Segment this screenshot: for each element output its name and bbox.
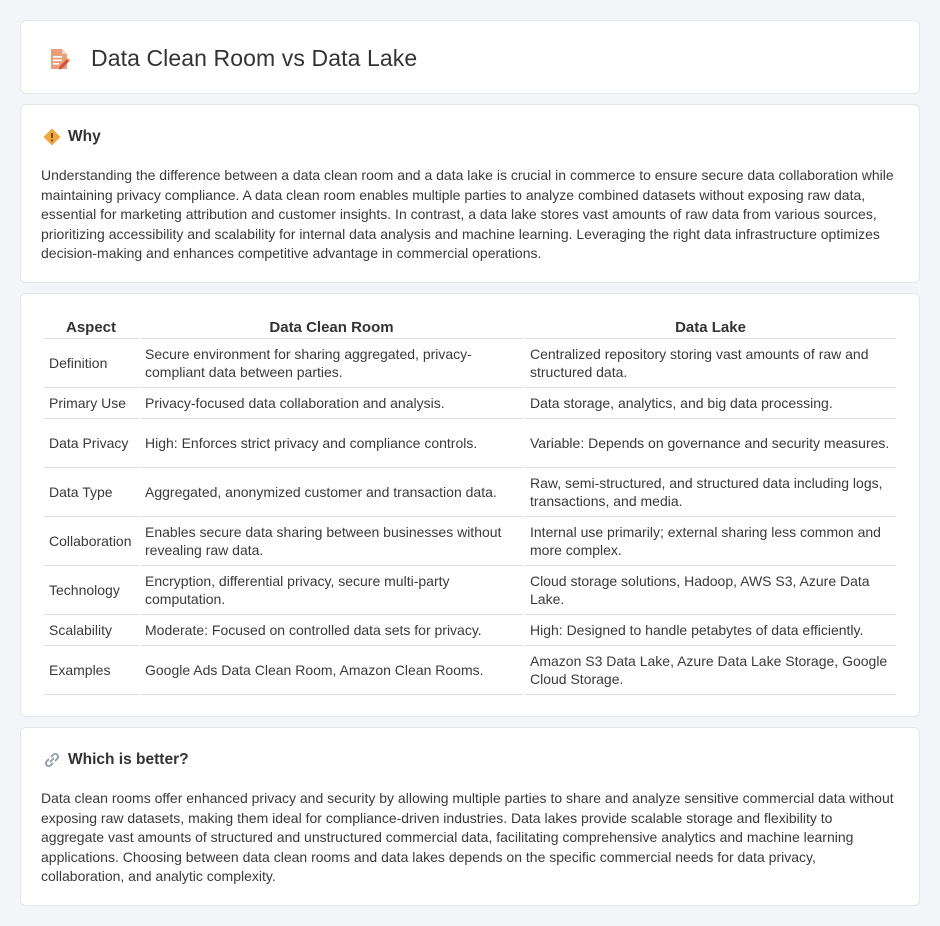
data-lake-cell: Amazon S3 Data Lake, Azure Data Lake Storage, Google Cloud Storage. <box>525 646 896 695</box>
table-row <box>44 388 896 419</box>
aspect-cell: Scalability <box>44 615 138 646</box>
clean-room-cell: Secure environment for sharing aggregated, privacy-compliant data between parties. <box>140 339 523 388</box>
data-lake-cell: Raw, semi-structured, and structured data including logs, transactions, and media. <box>525 468 896 517</box>
data-lake-cell: Centralized repository storing vast amounts of raw and structured data. <box>525 339 896 388</box>
header-data-clean-room: Data Clean Room <box>140 317 523 339</box>
aspect-cell: Technology <box>44 566 138 615</box>
data-lake-cell: High: Designed to handle petabytes of data efficiently. <box>525 615 896 646</box>
table-row <box>44 339 896 388</box>
clean-room-cell: Encryption, differential privacy, secure multi-party computation. <box>140 566 523 615</box>
table-row <box>44 468 896 517</box>
table-row <box>44 615 896 646</box>
header-card <box>20 20 920 94</box>
clean-room-cell: Aggregated, anonymized customer and transaction data. <box>140 468 523 517</box>
which-is-better-title: Which is better? <box>68 751 189 768</box>
why-text: Understanding the difference between a data clean room and a data lake is crucial in commerce to ensure secure data collaboration while maintaining privacy compliance. A data clean room enables multiple parties to analyze combined datasets without exposing raw data, essential for marketing attribution and customer insights. In contrast, a data lake stores vast amounts of raw data from various sources, prioritizing accessibility and scalability for internal data analysis and machine learning. Leveraging the right data infrastructure optimizes decision-making and enhances competitive advantage in commercial operations. <box>41 167 894 261</box>
why-title: Why <box>68 128 101 145</box>
which-is-better-text: Data clean rooms offer enhanced privacy and security by allowing multiple parties to share and analyze sensitive commercial data without exposing raw datasets, making them ideal for compliance-driven industries. Data lakes provide scalable storage and flexibility to aggregate vast amounts of structured and unstructured commercial data, facilitating comprehensive analytics and machine learning applications. Choosing between data clean rooms and data lakes depends on the specific commercial needs for data privacy, collaboration, and analytic complexity. <box>41 790 894 884</box>
aspect-cell: Collaboration <box>44 517 138 566</box>
clean-room-cell: Enables secure data sharing between businesses without revealing raw data. <box>140 517 523 566</box>
link-icon <box>43 751 61 769</box>
clean-room-cell: Google Ads Data Clean Room, Amazon Clean Rooms. <box>140 646 523 695</box>
aspect-cell: Data Privacy <box>44 419 138 468</box>
diamond-sign-icon <box>43 128 61 146</box>
aspect-cell: Primary Use <box>44 388 138 419</box>
aspect-cell: Examples <box>44 646 138 695</box>
document-pencil-icon <box>47 47 71 71</box>
page-title: Data Clean Room vs Data Lake <box>91 45 418 71</box>
data-lake-cell: Data storage, analytics, and big data processing. <box>525 388 896 419</box>
data-lake-cell: Internal use primarily; external sharing less common and more complex. <box>525 517 896 566</box>
table-row <box>44 419 896 468</box>
table-row <box>44 566 896 615</box>
why-section <box>20 104 920 283</box>
aspect-cell: Definition <box>44 339 138 388</box>
data-lake-cell: Variable: Depends on governance and security measures. <box>525 419 896 468</box>
data-lake-cell: Cloud storage solutions, Hadoop, AWS S3, Azure Data Lake. <box>525 566 896 615</box>
header-aspect: Aspect <box>44 317 138 339</box>
table-header-row <box>44 317 896 339</box>
table-row <box>44 517 896 566</box>
clean-room-cell: Moderate: Focused on controlled data sets for privacy. <box>140 615 523 646</box>
which-is-better-section <box>20 727 920 906</box>
aspect-cell: Data Type <box>44 468 138 517</box>
header-data-lake: Data Lake <box>525 317 896 339</box>
clean-room-cell: Privacy-focused data collaboration and analysis. <box>140 388 523 419</box>
comparison-card <box>20 293 920 717</box>
clean-room-cell: High: Enforces strict privacy and compliance controls. <box>140 419 523 468</box>
table-row <box>44 646 896 695</box>
comparison-table <box>42 317 898 695</box>
